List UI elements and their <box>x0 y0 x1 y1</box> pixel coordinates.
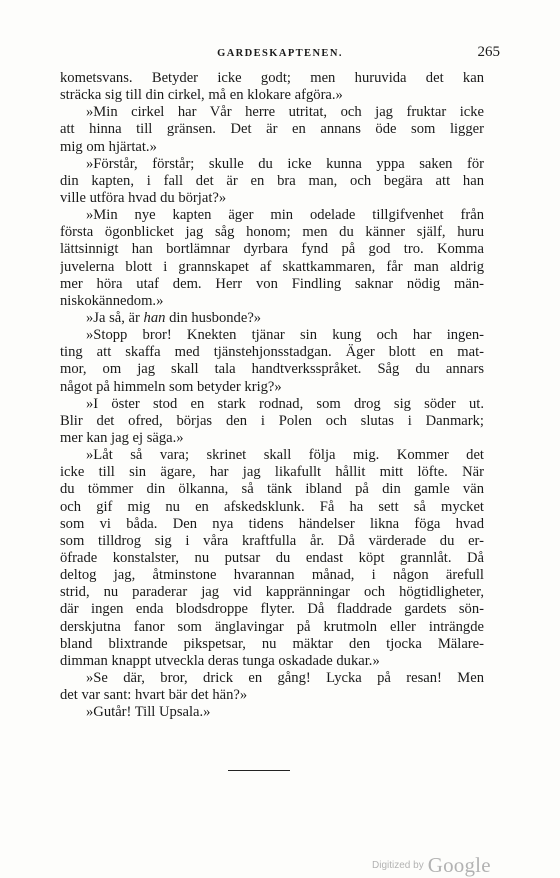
text-line: niskokännedom.» <box>60 292 164 309</box>
text-line: »I öster stod en stark rodnad, som drog sig söder ut. <box>86 395 484 412</box>
text-line: din kapten, i fall det är en bra man, och begära att han <box>60 172 484 189</box>
text-line: »Se där, bror, drick en gång! Lycka på resan! Men <box>86 669 484 686</box>
text-line: ville utföra hvad du börjat?» <box>60 189 227 206</box>
text-line: »Förstår, förstår; skulle du icke kunna yppa saken för <box>86 155 484 172</box>
text-line: öfrade konstalster, nu putsar du endast köpt grannlåt. Då <box>60 549 484 566</box>
text-line: bland blixtrande pikspetsar, nu mäktar den tjocka Mälare- <box>60 635 484 652</box>
running-head <box>60 44 500 64</box>
body-text <box>60 70 484 721</box>
text-line: där ingen enda blodsdroppe flyter. Då fladdrade gardets sön- <box>60 601 484 618</box>
text-line: »Stopp bror! Knekten tjänar sin kung och har ingen- <box>86 327 484 344</box>
text-line: icke till sin ägare, har jag likafullt hållit mitt löfte. När <box>60 464 484 481</box>
text-line: juvelerna blott i grannskapet af skattkammaren, får man aldrig <box>60 258 484 275</box>
text-line: något på himmeln som betyder krig?» <box>60 378 282 395</box>
text-line: det var sant: hvart bär det hän?» <box>60 687 248 704</box>
text-line: mer höra utaf dem. Herr von Findling saknar nödig män- <box>60 275 484 292</box>
running-title: GARDESKAPTENEN. <box>217 48 343 59</box>
text-line: sträcka sig till din cirkel, må en klokare afgöra.» <box>60 87 343 104</box>
digitized-watermark <box>372 852 491 878</box>
text-line: att hinna till gränsen. Det är en annans öde som ligger <box>60 121 484 138</box>
digitized-label: Digitized by <box>372 859 424 871</box>
google-logo: Google <box>427 852 491 877</box>
text-line: och gif mig nu en afskedsklunk. Få ha sett så mycket <box>60 498 484 515</box>
text-line: du tömmer din ölkanna, så tänk ibland på din gamle vän <box>60 481 484 498</box>
text-line: strid, nu paraderar jag vid kappränningar och högtidligheter, <box>60 584 484 601</box>
text-line: »Gutår! Till Upsala.» <box>86 704 211 721</box>
text-line: som tilldrog sig i våra kraftfulla år. Då värderade du er- <box>60 532 484 549</box>
text-line: mig om hjärtat.» <box>60 138 157 155</box>
text-line: första ögonblicket jag såg honom; men du känner själf, huru <box>60 224 484 241</box>
text-line: kometsvans. Betyder icke godt; men huruvida det kan <box>60 70 484 86</box>
text-line: deltog jag, åtminstone hvarannan månad, i någon ärefull <box>60 567 484 584</box>
text-line: lättsinnigt han bortlämnar dyrbara fynd på god tro. Komma <box>60 241 484 258</box>
text-line: Blir det ofred, börjas den i Polen och slutas i Danmark; <box>60 412 484 429</box>
text-line: mor, om jag skall tala handtverksspråket. Såg du annars <box>60 361 484 378</box>
text-line: »Ja så, är han din husbonde?» <box>86 309 262 326</box>
text-line: ting att skaffa med tjänstehjonsstadgan. Äger blott en mat- <box>60 344 484 361</box>
emphasis-word: han <box>143 309 166 326</box>
text-line: derskjutna fanor som änglavingar på krutmoln eller inträngde <box>60 618 484 635</box>
text-line: dimman knappt utveckla deras tunga oskadade dukar.» <box>60 652 380 669</box>
page-number: 265 <box>477 44 500 60</box>
text-line: mer kan jag ej säga.» <box>60 429 184 446</box>
text-line: som vi båda. Den nya tidens händelser likna föga hvad <box>60 515 484 532</box>
text-line: »Låt så vara; skrinet skall följa mig. Kommer det <box>86 447 484 464</box>
end-rule <box>228 770 290 771</box>
text-line: »Min nye kapten äger min odelade tillgifvenhet från <box>86 207 484 224</box>
text-line: »Min cirkel har Vår herre utritat, och jag fruktar icke <box>86 104 484 121</box>
